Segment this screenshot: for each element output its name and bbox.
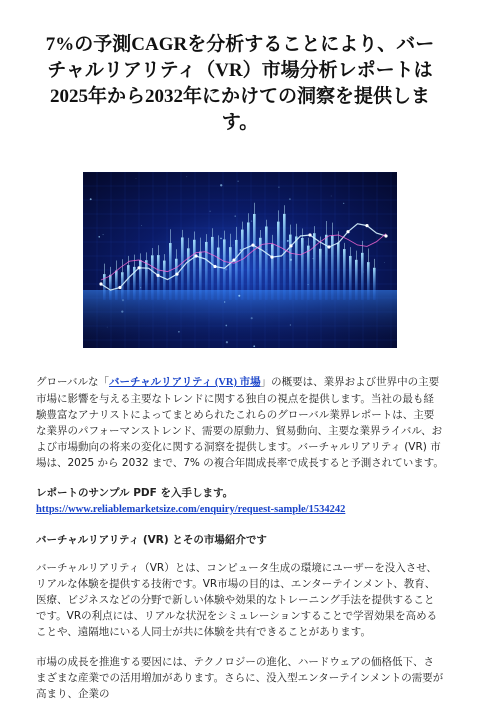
decorative-bar [205, 242, 208, 300]
decorative-bar [373, 268, 376, 300]
decorative-bar [259, 238, 262, 300]
decorative-bar [247, 222, 250, 300]
decorative-bar [193, 240, 196, 300]
decorative-bar [223, 239, 226, 300]
document-page [0, 32, 480, 711]
sample-label: レポートのサンプル PDF を入手します。 [36, 487, 234, 499]
decorative-bar [367, 262, 370, 300]
page-title: 7%の予測CAGRを分析することにより、バーチャルリアリティ（VR）市場分析レポートは2025年から2032年にかけての洞察を提供します。 [45, 34, 435, 133]
decorative-bar [157, 255, 160, 300]
decorative-bar [343, 249, 346, 300]
decorative-bar [319, 249, 322, 300]
vr-description-paragraph: バーチャルリアリティ（VR）とは、コンピュータ生成の環境にユーザーを没入させ、リアルな体験を提供する技術です。VR市場の目的は、エンターテインメント、教育、医療、ビジネスなどの分野で新しい体験や効果的なトレーニング手法を提供することです。VRの利点には、リアルな状況をシミュレーションすることで学習効果を高めることや、遠隔地にいる人同士が共に体験を共有できることがあります。 [36, 562, 438, 638]
financial-chart-image [83, 172, 397, 348]
decorative-bar [229, 247, 232, 300]
decorative-bar [241, 230, 244, 300]
decorative-bar [169, 243, 172, 300]
decorative-bar [217, 248, 220, 300]
intro-paragraph: グローバルな「バーチャルリアリティ (VR) 市場」の概要は、業界および世界中の主要市場に影響を与える主要なトレンドに関する独自の視点を提供します。当社の最も経験豊富なアナリストによってまとめられたこれらのグローバル業界レポートは、主要な業界のパフォーマンストレンド、需要の原動力、貿易動向、主要な業界ライバル、および市場動向の将来の変化に関する洞察を提供します。バーチャルリアリティ (VR) 市場は、2025 から 2032 まで、7% の複合年間成長率で成長すると予測されています。 [36, 376, 444, 469]
decorative-bar [313, 233, 316, 300]
decorative-bar [271, 244, 274, 300]
decorative-bar [139, 260, 142, 300]
sample-request [36, 485, 444, 518]
decorative-bar [295, 236, 298, 300]
decorative-bar [199, 252, 202, 300]
decorative-bar [187, 248, 190, 300]
decorative-bar [211, 237, 214, 300]
decorative-bar [265, 226, 268, 300]
decorative-bar [127, 265, 130, 300]
sample-url-link[interactable]: https://www.reliablemarketsize.com/enquiry/request-sample/1534242 [36, 504, 346, 515]
decorative-bar [337, 242, 340, 300]
decorative-bar [163, 261, 166, 300]
decorative-bar [307, 246, 310, 300]
decorative-bar [355, 260, 358, 300]
decorative-bar [175, 259, 178, 300]
decorative-bar [283, 214, 286, 300]
market-link[interactable]: バーチャルリアリティ (VR) 市場 [108, 377, 261, 388]
section-heading: バーチャルリアリティ (VR) とその市場紹介です [36, 534, 267, 546]
decorative-bar [109, 275, 112, 300]
decorative-bar [151, 255, 154, 300]
decorative-bar [115, 271, 118, 300]
decorative-bar [301, 238, 304, 300]
decorative-bar [277, 222, 280, 300]
decorative-bar [235, 240, 238, 300]
decorative-bar [145, 260, 148, 300]
decorative-bar [349, 256, 352, 300]
decorative-bar [253, 214, 256, 300]
decorative-bar [361, 253, 364, 300]
market-growth-paragraph: 市場の成長を推進する要因には、テクノロジーの進化、ハードウェアの価格低下、さまざまな産業での活用増加があります。さらに、没入型エンターテインメントの需要が高まり、企業の [36, 656, 444, 700]
